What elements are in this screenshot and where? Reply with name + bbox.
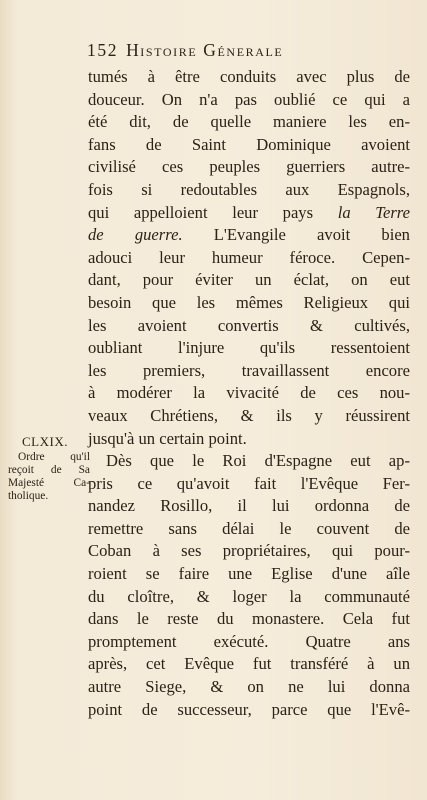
- running-head: [87, 40, 407, 61]
- text-line: pris ce qu'avoit fait l'Evêque Fer-: [88, 473, 410, 493]
- text-line: adouci leur humeur féroce. Cepen-: [88, 247, 410, 267]
- text-line: douceur. On n'a pas oublié ce qui a: [88, 89, 410, 109]
- margin-note-line: Ordre qu'il: [18, 451, 90, 463]
- text-line: civilisé ces peuples guerriers autre-: [88, 157, 410, 177]
- text-line: Coban à ses propriétaires, qui pour-: [88, 541, 410, 561]
- text-line-with-italic: [88, 224, 410, 247]
- text-line-with-italic: [88, 202, 410, 225]
- margin-note-line: Majesté Ca-: [8, 477, 90, 489]
- margin-note-line: reçoit de Sa: [8, 464, 90, 476]
- text-line: point de successeur, parce que l'Evê-: [88, 699, 410, 719]
- text-line: après, cet Evêque fut transféré à un: [88, 654, 410, 674]
- body-text: [88, 66, 410, 721]
- page-number: 152: [87, 40, 119, 60]
- text-line: nandez Rosillo, il lui ordonna de: [88, 496, 410, 516]
- text-line: les premiers, travaillassent encore: [88, 360, 410, 380]
- text-line: les avoient convertis & cultivés,: [88, 315, 410, 335]
- text-line: roient se faire une Eglise d'une aîle: [88, 564, 410, 584]
- text-line: dant, pour éviter un éclat, on eut: [88, 270, 410, 290]
- text-line: tumés à être conduits avec plus de: [88, 67, 410, 86]
- text-line: fans de Saint Dominique avoient: [88, 134, 410, 154]
- text-fragment: L'Evangile avoit bien: [213, 225, 410, 245]
- margin-note-line: tholique.: [8, 490, 49, 502]
- text-line: fois si redoutables aux Espagnols,: [88, 179, 410, 199]
- text-line: besoin que les mêmes Religieux qui: [88, 292, 410, 312]
- running-head-title: Histoire Génerale: [126, 40, 284, 60]
- text-line: promptement exécuté. Quatre ans: [88, 631, 410, 651]
- text-line: remettre sans délai le couvent de: [88, 518, 410, 538]
- text-line: jusqu'à un certain point.: [88, 428, 247, 448]
- text-line: à modérer la vivacité de ces nou-: [88, 383, 410, 403]
- text-line: veaux Chrétiens, & ils y réussirent: [88, 405, 410, 425]
- margin-note-number: CLXIX.: [22, 434, 68, 449]
- italic-text: la Terre: [337, 202, 410, 222]
- text-line: du cloître, & loger la communauté: [88, 586, 410, 606]
- text-line: oubliant l'injure qu'ils ressentoient: [88, 338, 410, 358]
- text-line: Dès que le Roi d'Espagne eut ap-: [106, 451, 410, 471]
- italic-text: de guerre.: [88, 225, 183, 245]
- text-fragment: qui appelloient leur pays: [88, 202, 314, 222]
- text-line: autre Siege, & on ne lui donna: [88, 677, 410, 697]
- text-line: dans le reste du monastere. Cela fut: [88, 609, 410, 629]
- margin-note: [8, 434, 90, 503]
- text-line: été dit, de quelle maniere les en-: [88, 112, 410, 132]
